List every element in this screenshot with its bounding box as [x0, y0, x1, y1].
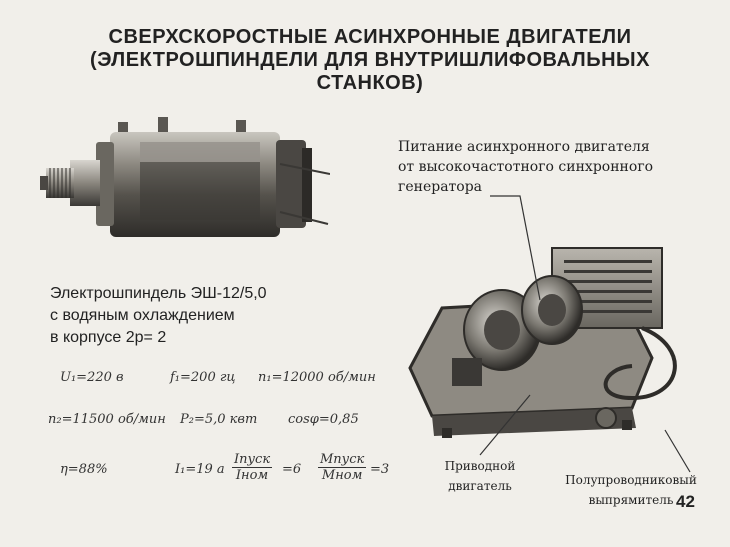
ratio-start-current-den: Iном — [235, 468, 269, 483]
power-supply-caption — [398, 137, 718, 197]
param-speed-n2: n₂=11500 об/мин — [48, 412, 166, 427]
spindle-line-1: Электрошпиндель ЭШ-12/5,0 — [50, 285, 267, 302]
power-caption-line-2: от высокочастотного синхронного — [398, 159, 654, 175]
spindle-line-2: с водяным охлаждением — [50, 307, 235, 324]
param-cos-phi: cosφ=0,85 — [288, 412, 359, 427]
ratio-start-current-value: =6 — [282, 462, 302, 477]
title-line-1: СВЕРХСКОРОСТНЫЕ АСИНХРОННЫЕ ДВИГАТЕЛИ — [108, 26, 632, 48]
drive-motor-line-2: двигатель — [448, 479, 512, 493]
ratio-start-current — [232, 452, 272, 483]
ratio-start-torque — [318, 452, 366, 483]
param-current: I₁=19 а — [175, 462, 225, 477]
spindle-description — [50, 283, 370, 349]
page-number: 42 — [676, 492, 695, 511]
motor-generator-illustration — [392, 238, 692, 448]
param-voltage: U₁=220 в — [60, 370, 124, 385]
param-frequency: f₁=200 гц — [170, 370, 236, 385]
ratio-start-current-num: Iпуск — [234, 452, 271, 467]
power-caption-line-3: генератора — [398, 179, 483, 195]
ratio-start-torque-den: Mном — [321, 468, 363, 483]
rectifier-line-1: Полупроводниковый — [565, 473, 697, 487]
slide-title — [60, 26, 680, 95]
power-caption-line-1: Питание асинхронного двигателя — [398, 139, 650, 155]
title-line-3: СТАНКОВ) — [316, 72, 424, 94]
drive-motor-label — [440, 456, 520, 496]
param-efficiency: η=88% — [60, 462, 108, 477]
ratio-start-torque-num: Mпуск — [320, 452, 365, 467]
rectifier-line-2: выпрямитель — [588, 493, 674, 507]
param-power: P₂=5,0 квт — [180, 412, 258, 427]
electrospindle-illustration — [40, 112, 330, 252]
drive-motor-line-1: Приводной — [444, 459, 516, 473]
spindle-line-3: в корпусе 2р= 2 — [50, 329, 167, 346]
param-speed-n1: n₁=12000 об/мин — [258, 370, 376, 385]
ratio-start-torque-value: =3 — [370, 462, 390, 477]
title-line-2: (ЭЛЕКТРОШПИНДЕЛИ ДЛЯ ВНУТРИШЛИФОВАЛЬНЫХ — [90, 49, 650, 71]
